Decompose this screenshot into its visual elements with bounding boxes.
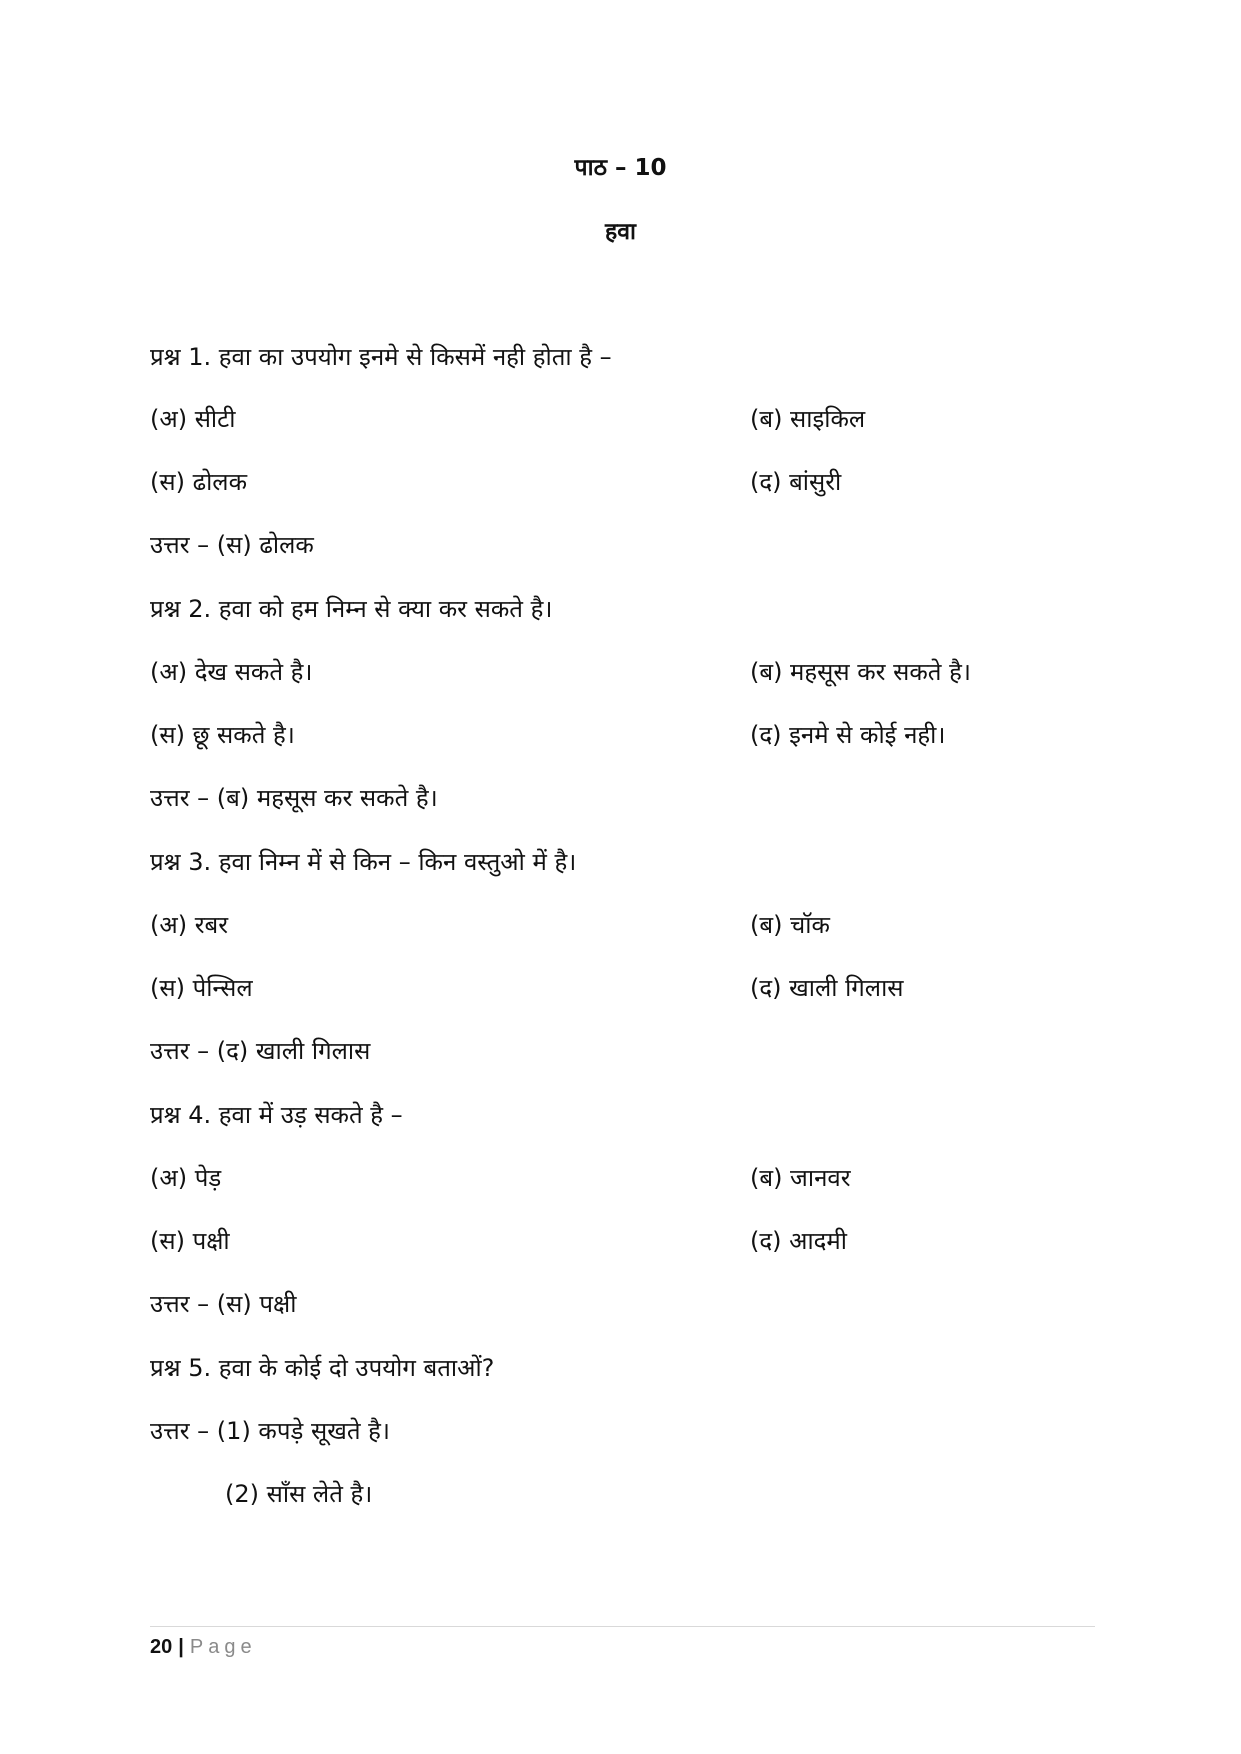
- question-3-answer: उत्तर – (द) खाली गिलास: [150, 1037, 371, 1065]
- question-4-option-d: (द) आदमी: [750, 1227, 847, 1255]
- question-2-option-b: (ब) महसूस कर सकते है।: [750, 658, 971, 686]
- question-5-text: प्रश्न 5. हवा के कोई दो उपयोग बताओं?: [150, 1354, 495, 1382]
- question-1-answer: उत्तर – (स) ढोलक: [150, 531, 314, 559]
- question-3-option-c: (स) पेन्सिल: [150, 974, 253, 1002]
- page-label: Page: [189, 1636, 257, 1658]
- question-1-option-c: (स) ढोलक: [150, 468, 248, 496]
- question-2-option-a: (अ) देख सकते है।: [150, 658, 313, 686]
- question-3-text: प्रश्न 3. हवा निम्न में से किन – किन वस्तुओ में है।: [150, 848, 577, 876]
- page-footer: [150, 1632, 257, 1662]
- question-1-option-d: (द) बांसुरी: [750, 468, 842, 496]
- question-3-option-b: (ब) चॉक: [750, 911, 830, 939]
- lesson-title: हवा: [605, 219, 636, 245]
- question-2-option-c: (स) छू सकते है।: [150, 721, 295, 749]
- footer-separator: |: [178, 1636, 184, 1658]
- page-number: 20: [150, 1636, 173, 1658]
- question-4-option-c: (स) पक्षी: [150, 1227, 230, 1255]
- question-2-answer: उत्तर – (ब) महसूस कर सकते है।: [150, 784, 438, 812]
- question-5-answer-line-2: (2) साँस लेते है।: [225, 1480, 373, 1508]
- question-1-option-a: (अ) सीटी: [150, 405, 236, 433]
- question-2-text: प्रश्न 2. हवा को हम निम्न से क्या कर सकते है।: [150, 595, 553, 623]
- question-1-option-b: (ब) साइकिल: [750, 405, 866, 433]
- question-1-text: प्रश्न 1. हवा का उपयोग इनमे से किसमें नही होता है –: [150, 343, 612, 371]
- footer-divider: [150, 1626, 1095, 1627]
- question-3-option-a: (अ) रबर: [150, 911, 229, 939]
- question-3-option-d: (द) खाली गिलास: [750, 974, 904, 1002]
- lesson-number: पाठ – 10: [574, 155, 667, 181]
- question-4-option-b: (ब) जानवर: [750, 1164, 851, 1192]
- question-2-option-d: (द) इनमे से कोई नही।: [750, 721, 946, 749]
- question-4-answer: उत्तर – (स) पक्षी: [150, 1290, 297, 1318]
- question-4-option-a: (अ) पेड़: [150, 1164, 222, 1192]
- question-5-answer-line-1: उत्तर – (1) कपड़े सूखते है।: [150, 1417, 390, 1445]
- question-4-text: प्रश्न 4. हवा में उड़ सकते है –: [150, 1101, 403, 1129]
